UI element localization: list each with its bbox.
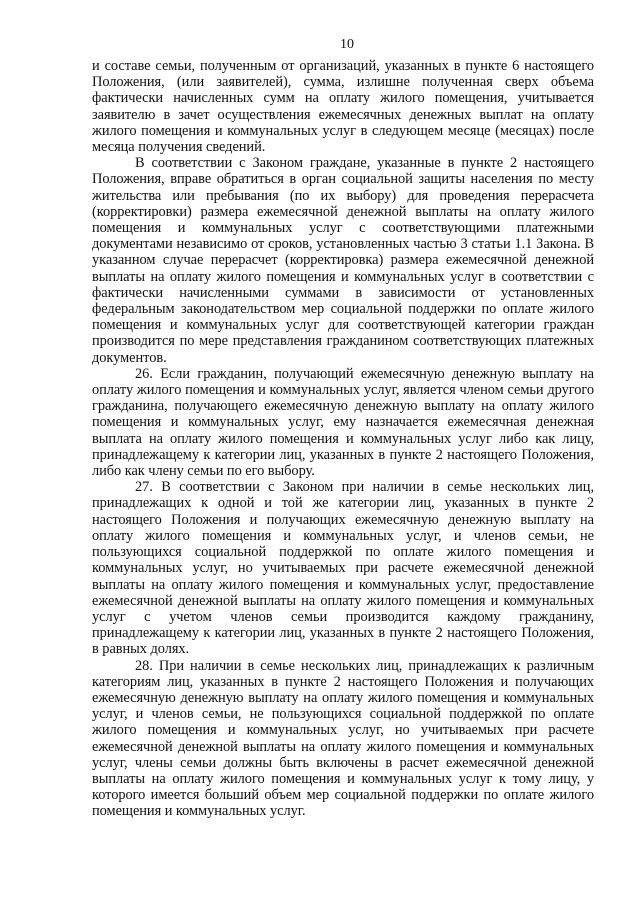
paragraph-27: 27. В соответствии с Законом при наличии в семье нескольких лиц, принадлежащих к одной и той же категории лиц, указанных в пункте 2 настоящего Положения и получающих ежемесячную денежную выплату на оплату жилого помещения и коммунальных услуг, и членов семьи, не пользующихся социальной поддержкой по оплате жилого помещения и коммунальных услуг, но учитываемых при расчете ежемесячной денежной выплаты на оплату жилого помещения и коммунальных услуг, предоставление ежемесячной денежной выплаты на оплату жилого помещения и коммунальных услуг с учетом членов семьи производится каждому гражданину, принадлежащему к категории лиц, указанных в пункте 2 настоящего Положения, в равных долях.	[92, 479, 594, 658]
document-page	[92, 36, 594, 820]
page-number: 10	[340, 37, 354, 52]
paragraph-recalculation: В соответствии с Законом граждане, указанные в пункте 2 настоящего Положения, вправе обратиться в орган социальной защиты населения по месту жительства или пребывания (по их выбору) для проведения перерасчета (корректировки) размера ежемесячной денежной выплаты на оплату жилого помещения и коммунальных услуг с соответствующими платежными документами независимо от сроков, установленных частью 3 статьи 1.1 Закона. В указанном случае перерасчет (корректировка) размера ежемесячной денежной выплаты на оплату жилого помещения и коммунальных услуг в соответствии с фактически начисленными суммами в зависимости от установленных федеральным законодательством мер социальной поддержки по оплате жилого помещения и коммунальных услуг для соответствующей категории граждан производится по мере представления гражданином соответствующих платежных документов.	[92, 155, 594, 366]
paragraph-continuation: и составе семьи, полученным от организаций, указанных в пункте 6 настоящего Положения, (или заявителей), сумма, излишне полученная сверх объема фактически начисленных сумм на оплату жилого помещения, учитывается заявителю в зачет осуществления ежемесячных денежных выплат на оплату жилого помещения и коммунальных услуг в следующем месяце (месяцах) после месяца получения сведений.	[92, 58, 594, 156]
paragraph-28: 28. При наличии в семье нескольких лиц, принадлежащих к различным категориям лиц, указанных в пункте 2 настоящего Положения и получающих ежемесячную денежную выплату на оплату жилого помещения и коммунальных услуг, и членов семьи, не пользующихся социальной поддержкой по оплате жилого помещения и коммунальных услуг, но учитываемых при расчете ежемесячной денежной выплаты на оплату жилого помещения и коммунальных услуг, члены семьи должны быть включены в расчет ежемесячной денежной выплаты на оплату жилого помещения и коммунальных услуг к тому лицу, у которого имеется больший объем мер социальной поддержки по оплате жилого помещения и коммунальных услуг.	[92, 657, 594, 820]
paragraph-26: 26. Если гражданин, получающий ежемесячную денежную выплату на оплату жилого помещения и коммунальных услуг, является членом семьи другого гражданина, получающего ежемесячную денежную выплату на оплату жилого помещения и коммунальных услуг, ему назначается ежемесячная денежная выплата на оплату жилого помещения и коммунальных услуг либо как лицу, принадлежащему к категории лиц, указанных в пункте 2 настоящего Положения, либо как члену семьи по его выбору.	[92, 365, 594, 480]
